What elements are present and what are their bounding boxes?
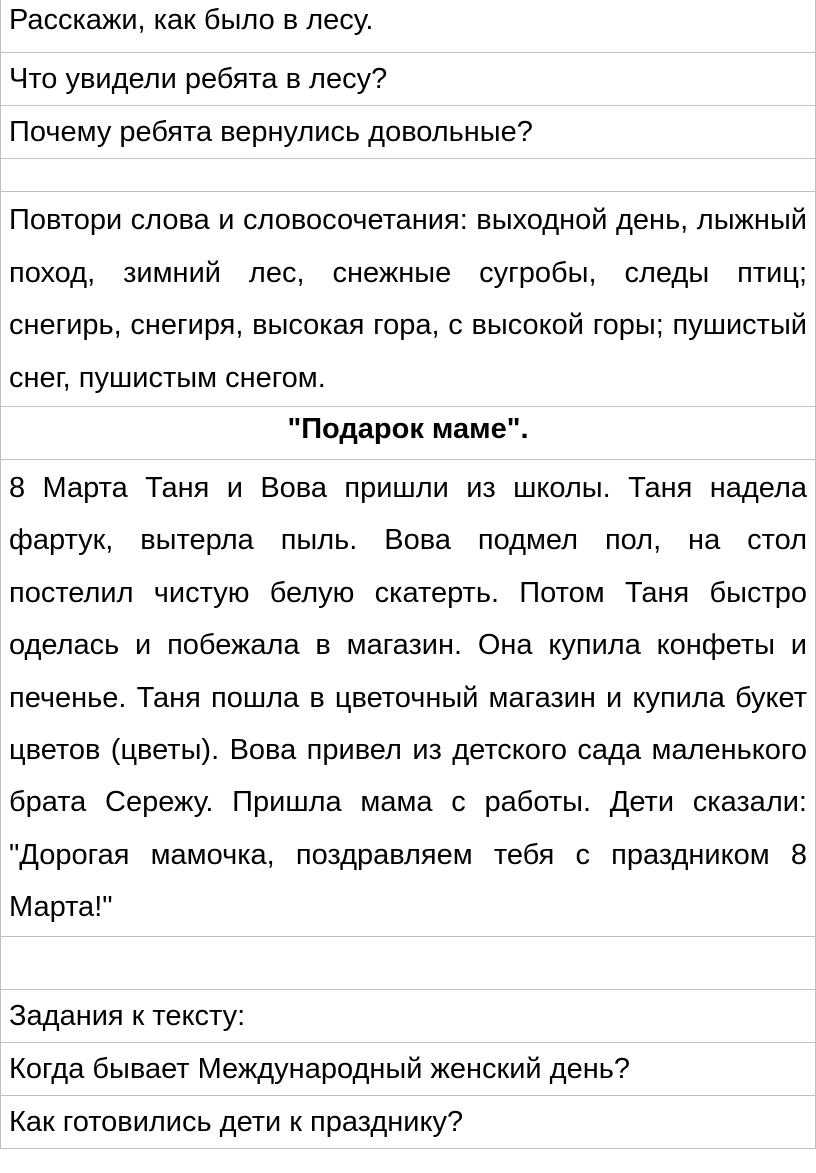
empty-cell [1, 159, 816, 192]
task-cell: Как готовились дети к празднику? [1, 1095, 816, 1148]
task-cell: Когда бывает Международный женский день? [1, 1042, 816, 1095]
table-row [1, 159, 816, 192]
table-row [1, 407, 816, 460]
table-row [1, 989, 816, 1042]
table-row [1, 106, 816, 159]
table-row [1, 192, 816, 407]
question-cell: Почему ребята вернулись довольные? [1, 106, 816, 159]
tasks-heading: Задания к тексту: [1, 989, 816, 1042]
question-cell: Что увидели ребята в лесу? [1, 53, 816, 106]
table-row [1, 460, 816, 937]
story-paragraph: 8 Марта Таня и Вова пришли из школы. Таня надела фартук, вытерла пыль. Вова подмел пол, на стол постелил чистую белую скатерть. Потом Таня быстро оделась и побежала в магазин. Она купила конфеты и печенье. Таня пошла в цветочный магазин и купила букет цветов (цветы). Вова привел из детского сада маленького брата Сережу. Пришла мама с работы. Дети сказали: "Дорогая мамочка, поздравляем тебя с праздником 8 Марта!" [1, 460, 816, 937]
vocabulary-paragraph: Повтори слова и словосочетания: выходной день, лыжный поход, зимний лес, снежные сугробы, следы птиц; снегирь, снегиря, высокая гора, с высокой горы; пушистый снег, пушистым снегом. [1, 192, 816, 407]
table-row [1, 1042, 816, 1095]
table-row [1, 936, 816, 989]
table-row [1, 53, 816, 106]
empty-cell [1, 936, 816, 989]
table-row [1, 1095, 816, 1148]
question-cell: Расскажи, как было в лесу. [1, 0, 816, 53]
table-row [1, 0, 816, 53]
story-title: "Подарок маме". [1, 407, 816, 460]
